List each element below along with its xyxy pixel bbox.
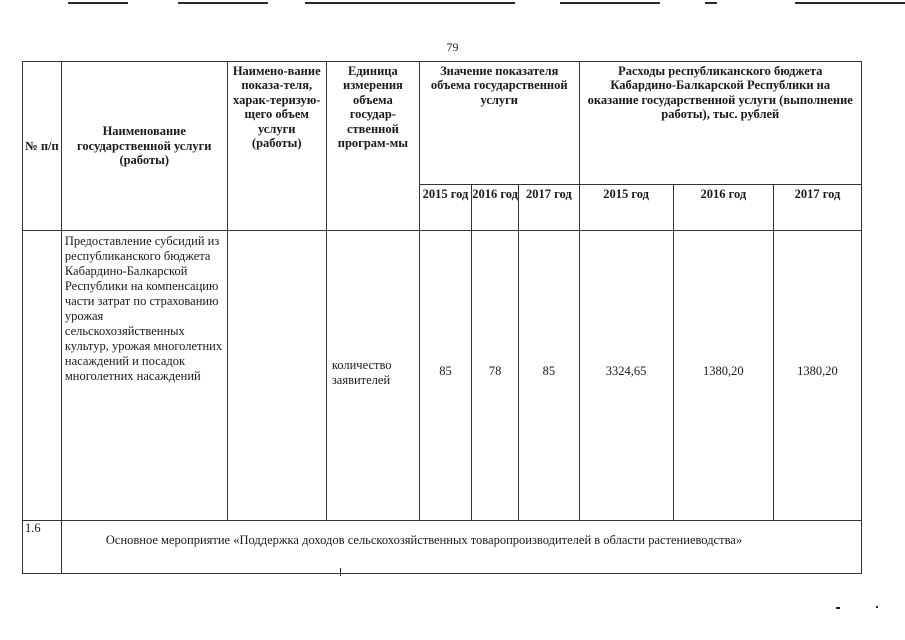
header-expense-year-2016: 2016 год [673, 185, 773, 231]
header-value-year-2016: 2016 год [472, 185, 519, 231]
row-value-2016: 78 [472, 231, 519, 521]
subsection-num: 1.6 [23, 521, 62, 574]
header-indicator: Наимено-вание показа-теля, харак-теризую-щего объем услуги (работы) [227, 62, 326, 231]
subsection-title: Основное мероприятие «Поддержка доходов сельскохозяйственных товаропроизводителей в области растениеводства» [61, 521, 861, 574]
row-expense-2017: 1380,20 [773, 231, 861, 521]
table-row [23, 231, 862, 521]
row-expense-2016: 1380,20 [673, 231, 773, 521]
row-num [23, 231, 62, 521]
services-table [22, 61, 862, 574]
scan-speck-2 [876, 606, 878, 608]
header-service-name: Наименование государственной услуги (работы) [61, 62, 227, 231]
scan-speck-1 [836, 607, 840, 609]
header-value-year-2017: 2017 год [519, 185, 579, 231]
scan-top-line-2 [178, 2, 268, 4]
row-expense-2015: 3324,65 [579, 231, 673, 521]
header-row-1 [23, 62, 862, 185]
header-value-year-2015: 2015 год [419, 185, 471, 231]
scan-top-line-3 [305, 2, 515, 4]
row-unit: количество заявителей [326, 231, 419, 521]
scan-top-line-1 [68, 2, 128, 4]
scan-top-line-4 [560, 2, 660, 4]
header-unit: Единица измерения объема государ-ственной програм-мы [326, 62, 419, 231]
scan-speck-3 [340, 568, 341, 576]
header-expense-group: Расходы республиканского бюджета Кабардино-Балкарской Республики на оказание государственной услуги (выполнение работы), тыс. рублей [579, 62, 861, 185]
row-indicator [227, 231, 326, 521]
scan-top-line-6 [795, 2, 905, 4]
row-service-name: Предоставление субсидий из республиканского бюджета Кабардино-Балкарской Республики на компенсацию части затрат по страхованию урожая сельскохозяйственных культур, урожая многолетних насаждений и посадок многолетних насаждений [61, 231, 227, 521]
page-number: 79 [446, 40, 459, 54]
header-num: № п/п [23, 62, 62, 231]
subsection-row [23, 521, 862, 574]
header-expense-year-2015: 2015 год [579, 185, 673, 231]
header-value-group: Значение показателя объема государственной услуги [419, 62, 579, 185]
row-value-2017: 85 [519, 231, 579, 521]
row-value-2015: 85 [419, 231, 471, 521]
scan-top-line-5 [705, 2, 717, 4]
header-expense-year-2017: 2017 год [773, 185, 861, 231]
